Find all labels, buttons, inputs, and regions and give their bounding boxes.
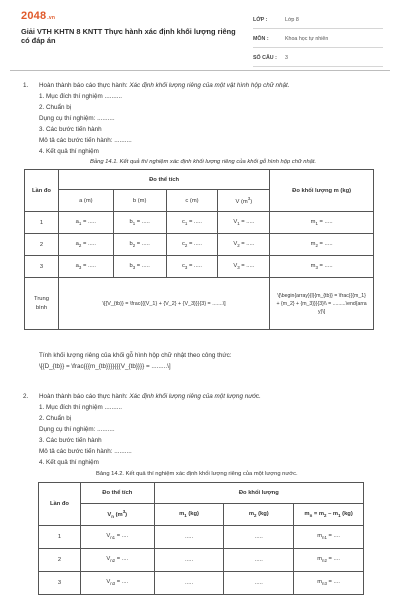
cell-average-volume: \[{V_{tb}} = \frac{{{V_1} + {V_2} + {V_3}}}{3} = .......\] xyxy=(58,278,269,330)
q2-line: Dụng cụ thí nghiệm: .......... xyxy=(39,426,115,433)
table-row xyxy=(25,212,374,234)
header-mass: Đo khối lượng m (kg) xyxy=(270,170,374,212)
header-m1: $m_1$ (kg) xyxy=(154,504,224,526)
q1-line: 4. Kết quả thí nghiệm xyxy=(39,148,99,155)
q2-line: 1. Mục đích thí nghiệm .......... xyxy=(39,404,122,411)
cell-trial: 2 xyxy=(25,234,59,256)
table-1-caption: Bảng 14.1. Kết quả thí nghiệm xác định khối lượng riêng của khối gỗ hình hộp chữ nhật. xyxy=(90,159,317,165)
table-row-average xyxy=(25,278,374,330)
question-2-prompt xyxy=(39,393,261,401)
cell-m: $m_3$ = ..... xyxy=(270,256,374,278)
meta-value: Khoa học tự nhiên xyxy=(285,36,329,42)
q2-line: Mô tả các bước tiến hành: .......... xyxy=(39,448,132,455)
logo-text: 2048 xyxy=(21,10,47,22)
header-trial: Lần đo xyxy=(39,483,81,526)
q1-line: 2. Chuẩn bị xyxy=(39,104,72,111)
header-m2: $m_2$ (kg) xyxy=(224,504,294,526)
question-lead: Hoàn thành báo cáo thực hành: xyxy=(39,82,128,89)
meta-row-count xyxy=(253,52,383,67)
header-v: V $(m^3)$ xyxy=(218,190,270,212)
formula-intro: Tính khối lượng riêng của khối gỗ hình hộp chữ nhật theo công thức: xyxy=(39,352,232,359)
cell-v: $V_2$ = ..... xyxy=(218,234,270,256)
cell-v: $V_1$ = ..... xyxy=(218,212,270,234)
logo-suffix: .vn xyxy=(47,15,56,21)
table-1 xyxy=(24,169,374,330)
cell-trial: 1 xyxy=(25,212,59,234)
meta-value: Lớp 8 xyxy=(285,17,299,23)
q1-line: 3. Các bước tiến hành xyxy=(39,126,102,133)
meta-key: MÔN : xyxy=(253,36,269,42)
header-c: c (m) xyxy=(166,190,218,212)
question-1-prompt xyxy=(39,82,290,90)
cell-a: $a_3$ = ..... xyxy=(58,256,113,278)
table-row xyxy=(39,572,364,595)
density-formula: \[{D_{tb}} = \frac{{{m_{tb}}}}{{{V_{tb}}}} = .........\] xyxy=(39,363,171,370)
cell-m2: ..... xyxy=(224,526,294,549)
document-header xyxy=(0,0,400,64)
document-title: Giải VTH KHTN 8 KNTT Thực hành xác định khối lượng riêng có đáp án xyxy=(21,27,236,46)
table-2 xyxy=(38,482,364,595)
question-1-number: 1. xyxy=(23,82,29,89)
meta-row-class xyxy=(253,14,383,29)
q1-line: Mô tả các bước tiến hành: .......... xyxy=(39,137,132,144)
question-lead: Hoàn thành báo cáo thực hành: xyxy=(39,393,128,400)
table-row xyxy=(25,256,374,278)
cell-m2: ..... xyxy=(224,572,294,595)
meta-key: SỐ CÂU : xyxy=(253,55,277,61)
cell-m: $m_1$ = ..... xyxy=(270,212,374,234)
header-mn: $m_n = m_2 - m_1$ (kg) xyxy=(294,504,364,526)
header-a: a (m) xyxy=(58,190,113,212)
cell-c: $c_1$ = ..... xyxy=(166,212,218,234)
cell-a: $a_1$ = ..... xyxy=(58,212,113,234)
cell-b: $b_2$ = ..... xyxy=(113,234,166,256)
question-topic: Xác định khối lượng riêng của một lượng nước. xyxy=(129,393,261,400)
cell-mn: $m_{n3}$ = .... xyxy=(294,572,364,595)
cell-a: $a_2$ = ..... xyxy=(58,234,113,256)
q2-line: 2. Chuẩn bị xyxy=(39,415,72,422)
cell-m2: ..... xyxy=(224,549,294,572)
cell-trial: 3 xyxy=(25,256,59,278)
cell-vn: $V_{n1}$ = .... xyxy=(80,526,154,549)
table-row xyxy=(39,549,364,572)
header-volume: Đo thể tích xyxy=(80,483,154,504)
q1-line: 1. Mục đích thí nghiệm .......... xyxy=(39,93,122,100)
question-topic: Xác định khối lượng riêng của một vật hình hộp chữ nhật. xyxy=(129,82,290,89)
cell-m1: ..... xyxy=(154,572,224,595)
cell-trial: 3 xyxy=(39,572,81,595)
header-b: b (m) xyxy=(113,190,166,212)
meta-box xyxy=(253,14,383,67)
cell-m: $m_2$ = ..... xyxy=(270,234,374,256)
cell-vn: $V_{n3}$ = .... xyxy=(80,572,154,595)
cell-m1: ..... xyxy=(154,526,224,549)
meta-row-subject xyxy=(253,33,383,48)
q2-line: 3. Các bước tiến hành xyxy=(39,437,102,444)
table-row xyxy=(39,526,364,549)
table-row xyxy=(25,234,374,256)
header-volume: Đo thể tích xyxy=(58,170,269,190)
cell-v: $V_3$ = ..... xyxy=(218,256,270,278)
site-logo[interactable] xyxy=(21,10,55,22)
q1-line: Dụng cụ thí nghiệm: .......... xyxy=(39,115,115,122)
cell-trial: 1 xyxy=(39,526,81,549)
header-mass: Đo khối lượng xyxy=(154,483,363,504)
cell-average-label: Trung bình xyxy=(25,278,59,330)
cell-m1: ..... xyxy=(154,549,224,572)
q2-line: 4. Kết quả thí nghiệm xyxy=(39,459,99,466)
cell-trial: 2 xyxy=(39,549,81,572)
meta-value: 3 xyxy=(285,55,288,61)
header-vn: $V_n$ $(m^3)$ xyxy=(80,504,154,526)
cell-vn: $V_{n2}$ = .... xyxy=(80,549,154,572)
cell-c: $c_3$ = ..... xyxy=(166,256,218,278)
cell-b: $b_1$ = ..... xyxy=(113,212,166,234)
cell-average-mass: \[\begin{array}{l}{m_{tb}} = \frac{{{m_1} + {m_2} + {m_3}}}{3}\\ = .........\end{array}\] xyxy=(270,278,374,330)
header-divider xyxy=(10,70,390,71)
cell-c: $c_2$ = ..... xyxy=(166,234,218,256)
meta-key: LỚP : xyxy=(253,17,268,23)
cell-b: $b_3$ = ..... xyxy=(113,256,166,278)
header-trial: Lần đo xyxy=(25,170,59,212)
cell-mn: $m_{n1}$ = .... xyxy=(294,526,364,549)
table-2-caption: Bảng 14.2. Kết quả thí nghiệm xác định khối lượng riêng của một lượng nước. xyxy=(96,471,298,477)
cell-mn: $m_{n2}$ = .... xyxy=(294,549,364,572)
question-2-number: 2. xyxy=(23,393,29,400)
